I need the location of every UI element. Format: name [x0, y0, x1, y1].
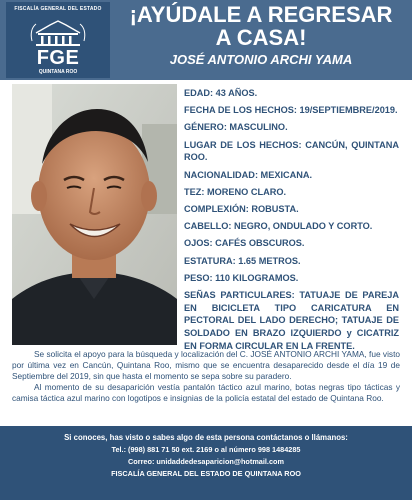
detail-estatura: ESTATURA: 1.65 METROS.: [184, 255, 301, 266]
fge-logo: [6, 2, 110, 78]
footer-call-to-action: Si conoces, has visto o sabes algo de esta persona contáctanos o llámanos:: [64, 433, 348, 442]
detail-ojos: OJOS: CAFÉS OBSCUROS.: [184, 238, 305, 249]
narrative-paragraph-1: Se solicita el apoyo para la búsqueda y localización del C. JOSÉ ANTONIO ARCHI YAMA, fue visto por última vez en Cancún, Quintana Roo, mismo que se encuentra desaparecido desde el día 19 de Septiembre del 2019, sin que hasta el momento se sepa sobre su paradero.: [12, 349, 400, 381]
logo-fge-text: FGE: [36, 47, 80, 69]
detail-tez: TEZ: MORENO CLARO.: [184, 186, 287, 197]
detail-complexion: COMPLEXIÓN: ROBUSTA.: [184, 203, 299, 214]
detail-cabello: CABELLO: NEGRO, ONDULADO Y CORTO.: [184, 221, 373, 232]
fge-emblem-icon: [30, 19, 86, 47]
footer-agency: FISCALÍA GENERAL DEL ESTADO DE QUINTANA ROO: [111, 469, 301, 478]
detail-lugar: LUGAR DE LOS HECHOS: CANCÚN, QUINTANA ROO.: [184, 139, 399, 163]
detail-senas: SEÑAS PARTICULARES: TATUAJE DE PAREJA EN BICICLETA TIPO CARICATURA EN PECTORAL DEL LADO DERECHO; TATUAJE DE SOLDADO EN BRAZO IZQUIERDO y CICATRIZ EN FORMA CIRCULAR EN LA FRENTE.: [184, 289, 399, 351]
footer-phone: Tel.: (998) 881 71 50 ext. 2169 o al número 998 1484285: [111, 445, 301, 454]
person-photo-illustration: [12, 84, 177, 345]
detail-genero: GÉNERO: MASCULINO.: [184, 122, 288, 133]
detail-nacionalidad: NACIONALIDAD: MEXICANA.: [184, 169, 313, 180]
missing-person-name: JOSÉ ANTONIO ARCHI YAMA: [169, 52, 353, 67]
detail-fecha: FECHA DE LOS HECHOS: 19/SEPTIEMBRE/2019.: [184, 105, 398, 116]
logo-top-text: FISCALÍA GENERAL DEL ESTADO: [14, 6, 102, 12]
contact-footer: [0, 426, 412, 500]
narrative-paragraph-2: Al momento de su desaparición vestía pantalón táctico azul marino, botas negras tipo tácticas y camisa táctica azul marino con logotipos e insignias de la policía estatal del estado de Quintana Roo.: [12, 381, 400, 403]
headline-line-2: A CASA!: [215, 25, 307, 50]
header-banner: [0, 0, 412, 80]
detail-edad: EDAD: 43 AÑOS.: [184, 88, 258, 98]
footer-email: Correo: unidaddedesaparicion@hotmail.com: [128, 457, 284, 466]
missing-person-photo: [12, 84, 177, 345]
headline: [110, 3, 412, 49]
headline-line-1: ¡AYÚDALE A REGRESAR: [129, 2, 393, 27]
detail-peso: PESO: 110 KILOGRAMOS.: [184, 272, 299, 283]
narrative: [12, 349, 400, 404]
logo-bottom-text: QUINTANA ROO: [38, 69, 78, 75]
person-details: [184, 87, 399, 352]
